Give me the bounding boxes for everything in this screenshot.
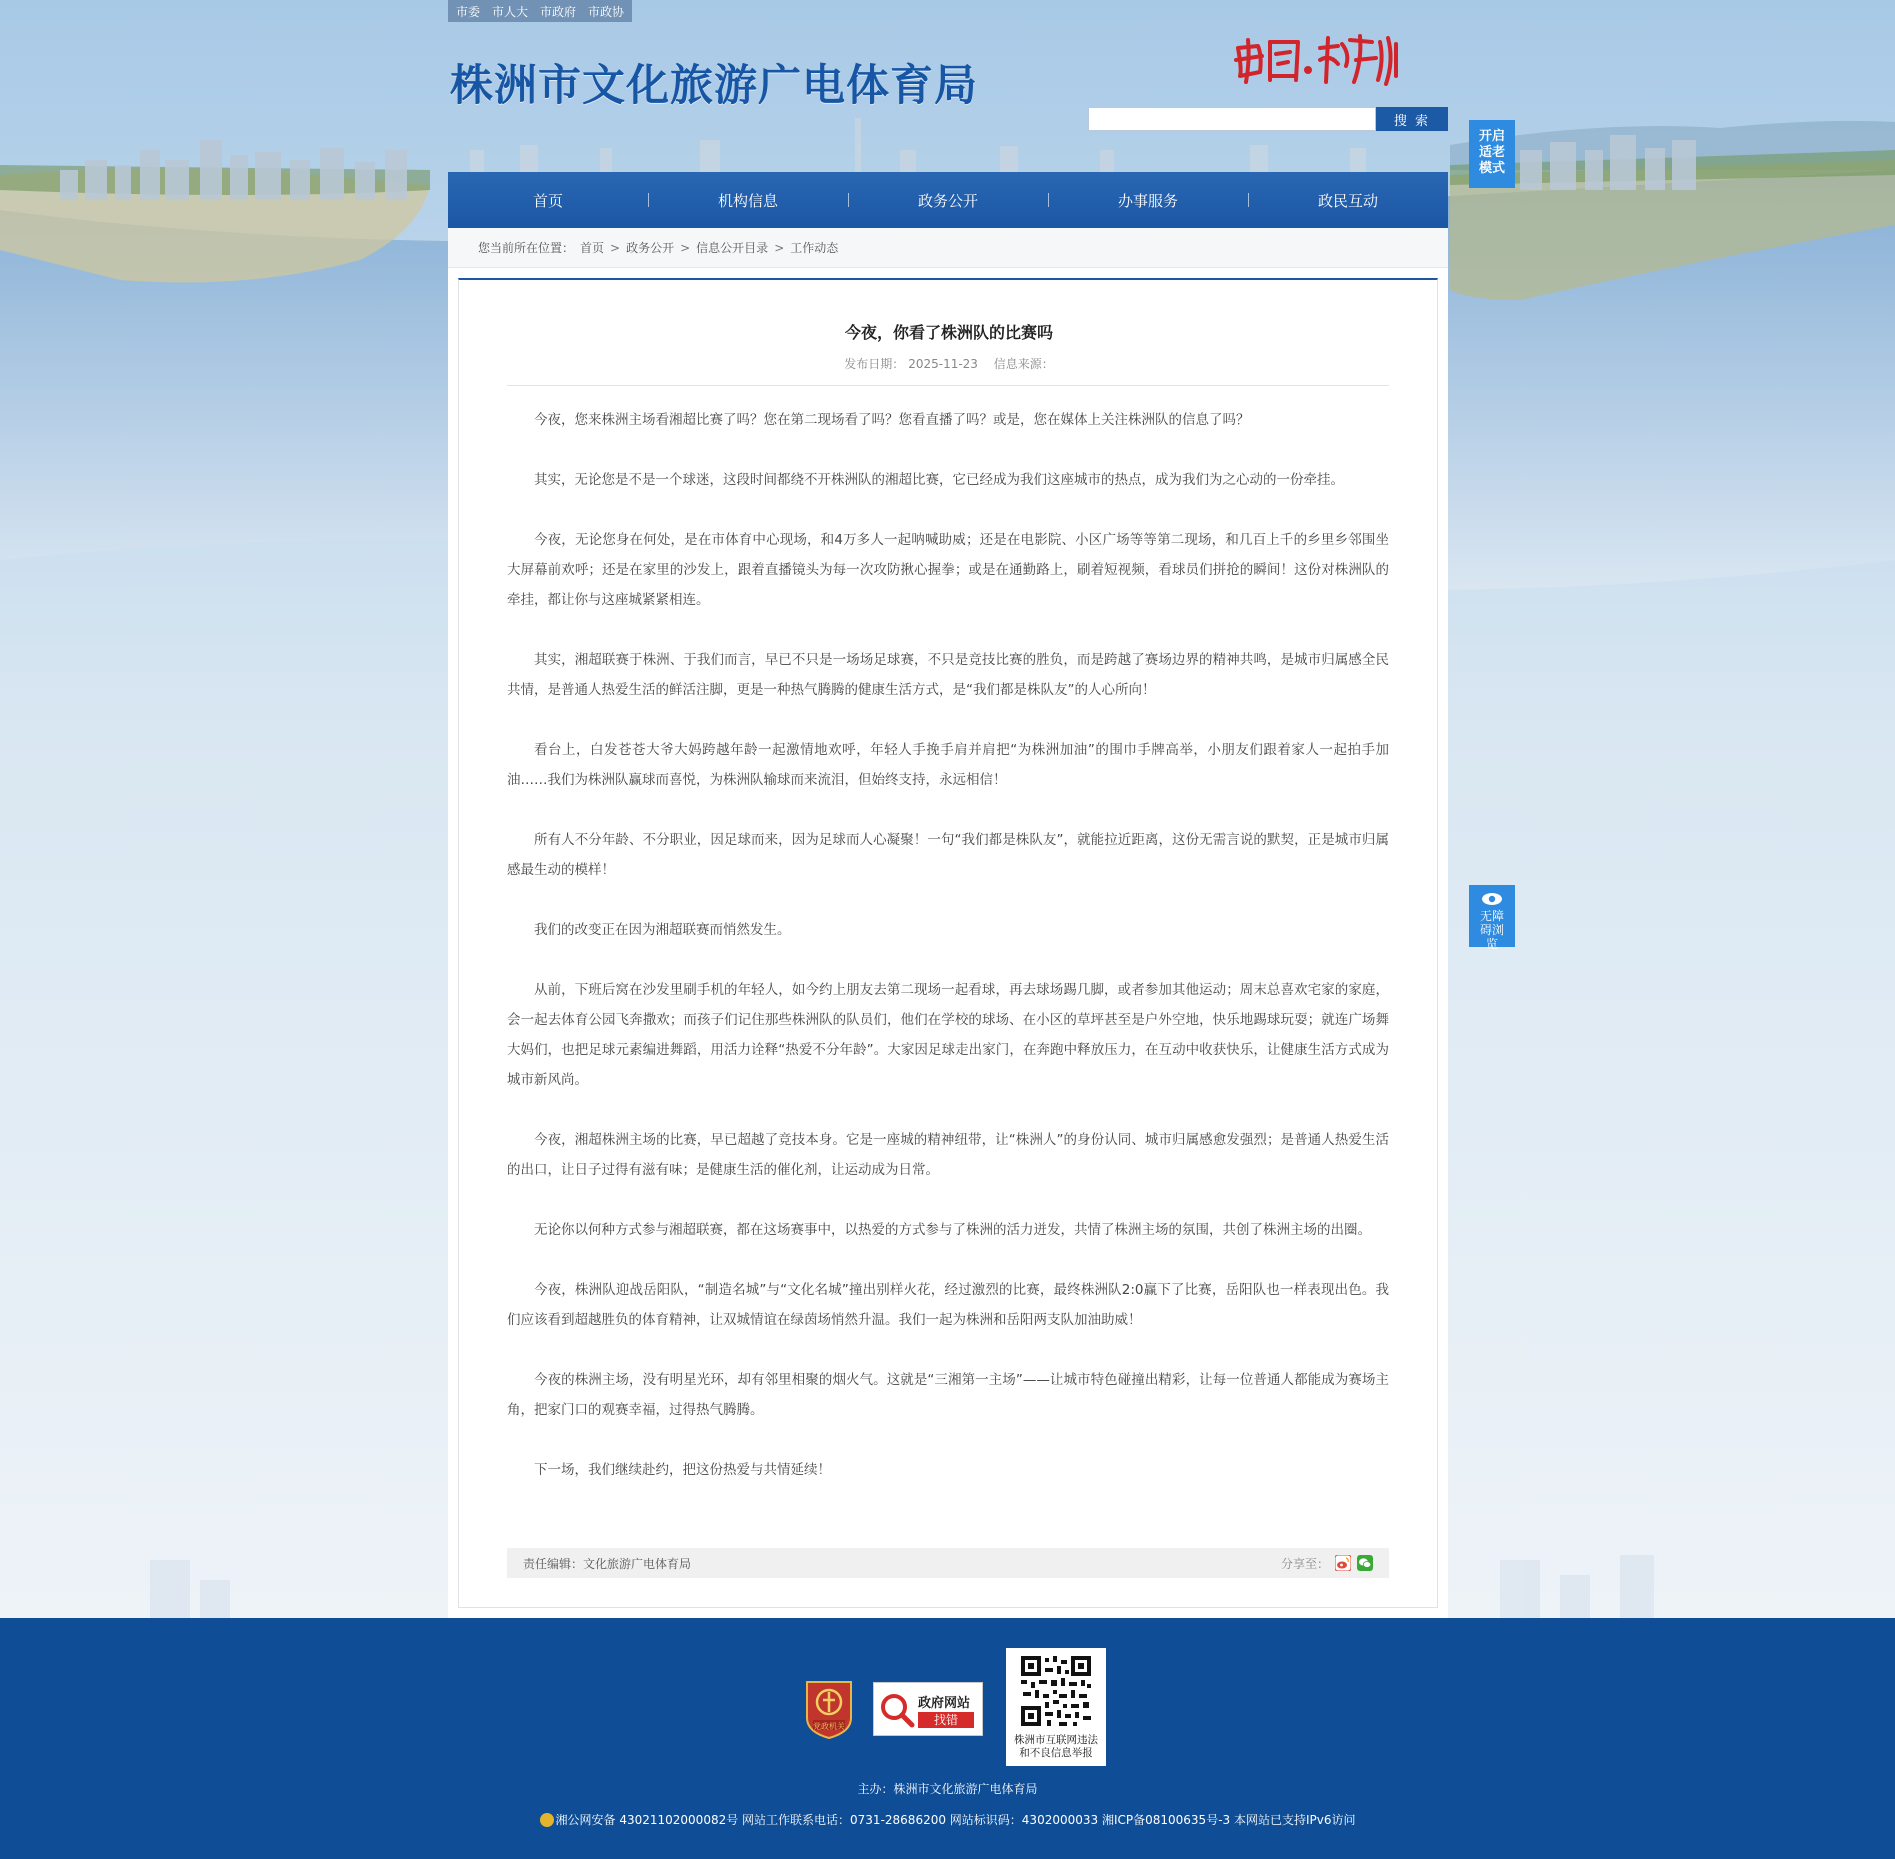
- breadcrumb: [448, 228, 1448, 268]
- qr-caption: 株洲市互联网违法和不良信息举报: [1014, 1734, 1098, 1759]
- article-paragraph: 下一场，我们继续赴约，把这份热爱与共情延续！: [534, 1462, 831, 1478]
- breadcrumb-separator: >: [680, 240, 691, 255]
- content-area: [448, 268, 1448, 1618]
- error-badge-title: 政府网站: [918, 1696, 971, 1711]
- search-button[interactable]: 搜 索: [1376, 107, 1448, 131]
- top-link-party-committee[interactable]: 市委: [456, 4, 481, 19]
- main-nav: [448, 172, 1448, 228]
- party-badge-text: 党政机关: [813, 1722, 845, 1731]
- article-footer: [507, 1548, 1389, 1578]
- article-paragraph: 其实，湘超联赛于株洲、于我们而言，早已不只是一场场足球赛，不只是竞技比赛的胜负，而是跨越了赛场边界的精神共鸣，是城市归属感全民共情，是普通人热爱生活的鲜活注脚，更是一种热气腾腾的健康生活方式，是“我们都是株队友”的人心所向！: [507, 652, 1389, 698]
- accessibility-button[interactable]: [1469, 885, 1515, 951]
- police-badge-icon: [540, 1813, 554, 1827]
- article-paragraph: 我们的改变正在因为湘超联赛而悄然发生。: [534, 922, 791, 938]
- article-paragraph: 今夜，无论您身在何处，是在市体育中心现场，和4万多人一起呐喊助威；还是在电影院、小区广场等等第二现场，和几百上千的乡里乡邻围坐大屏幕前欢呼；还是在家里的沙发上，跟着直播镜头为每一次攻防揪心握拳；或是在通勤路上，刷着短视频，看球员们拼抢的瞬间！这份对株洲队的牵挂，都让你与这座城紧紧相连。: [507, 532, 1389, 608]
- site-title[interactable]: 株洲市文化旅游广电体育局: [450, 61, 978, 111]
- article-body: [507, 405, 1389, 1515]
- breadcrumb-item-info-catalog[interactable]: 信息公开目录: [696, 241, 769, 255]
- breadcrumb-separator: >: [774, 240, 785, 255]
- nav-interaction[interactable]: 政民互动: [1248, 190, 1448, 211]
- editor-line: [523, 1555, 691, 1572]
- share-bar: [1281, 1555, 1373, 1572]
- article-paragraph: 其实，无论您是不是一个球迷，这段时间都绕不开株洲队的湘超比赛，它已经成为我们这座城市的热点，成为我们为之心动的一份牵挂。: [534, 472, 1344, 488]
- error-badge-sub: 找错: [918, 1712, 974, 1728]
- wechat-share-icon[interactable]: [1357, 1555, 1373, 1571]
- search-input[interactable]: [1088, 107, 1376, 131]
- accessibility-label: 无障碍浏览: [1479, 909, 1504, 951]
- breadcrumb-item-work-news[interactable]: 工作动态: [790, 241, 839, 255]
- article-meta: [459, 355, 1439, 372]
- date-label: 发布日期：: [844, 357, 905, 371]
- report-qr-box[interactable]: [1006, 1648, 1106, 1766]
- footer-info-text: 湘公网安备 43021102000082号 网站工作联系电话：0731-28686200 网站标识码：4302000033 湘ICP备08100635号-3 本网站已支持IPv6访问: [555, 1813, 1356, 1827]
- magnifier-icon: [878, 1691, 916, 1729]
- editor-name: 文化旅游广电体育局: [583, 1556, 692, 1571]
- breadcrumb-separator: >: [610, 240, 621, 255]
- qr-code-icon: [1019, 1654, 1093, 1728]
- article-paragraph: 今夜，株洲队迎战岳阳队，“制造名城”与“文化名城”撞出别样火花，经过激烈的比赛，最终株洲队2:0赢下了比赛，岳阳队也一样表现出色。我们应该看到超越胜负的体育精神，让双城情谊在绿茵场悄然升温。我们一起为株洲和岳阳两支队加油助威！: [507, 1282, 1389, 1328]
- article-card: [458, 278, 1438, 1608]
- top-link-government[interactable]: 市政府: [540, 4, 577, 19]
- nav-home[interactable]: 首页: [532, 191, 563, 210]
- top-link-peoples-congress[interactable]: 市人大: [492, 4, 529, 19]
- weibo-share-icon[interactable]: [1335, 1555, 1351, 1571]
- editor-label: 责任编辑：: [523, 1556, 584, 1571]
- nav-government-affairs[interactable]: 政务公开: [848, 190, 1048, 211]
- footer-host: 主办：株洲市文化旅游广电体育局: [857, 1782, 1038, 1796]
- footer-info: [0, 1811, 1895, 1828]
- source-label: 信息来源：: [993, 357, 1054, 371]
- article-paragraph: 今夜，您来株洲主场看湘超比赛了吗？您在第二现场看了吗？您看直播了吗？或是，您在媒体上关注株洲队的信息了吗？: [534, 412, 1250, 428]
- breadcrumb-item-home[interactable]: 首页: [580, 241, 605, 255]
- article-paragraph: 今夜，湘超株洲主场的比赛，早已超越了竞技本身。它是一座城的精神纽带，让“株洲人”的身份认同、城市归属感愈发强烈；是普通人热爱生活的出口，让日子过得有滋有味；是健康生活的催化剂，让运动成为日常。: [507, 1132, 1389, 1178]
- eye-icon: [1481, 891, 1503, 907]
- top-link-cppcc[interactable]: 市政协: [588, 4, 625, 19]
- site-footer: [0, 1618, 1895, 1859]
- article-paragraph: 今夜的株洲主场，没有明星光环，却有邻里相聚的烟火气。这就是“三湘第一主场”——让城市特色碰撞出精彩，让每一位普通人都能成为赛场主角，把家门口的观赛幸福，过得热气腾腾。: [507, 1372, 1389, 1418]
- nav-services[interactable]: 办事服务: [1048, 190, 1248, 211]
- article-title: 今夜，你看了株洲队的比赛吗: [844, 323, 1053, 342]
- search-bar: [1088, 107, 1448, 131]
- article-paragraph: 看台上，白发苍苍大爷大妈跨越年龄一起激情地欢呼，年轻人手挽手肩并肩把“为株洲加油”的围巾手牌高举，小朋友们跟着家人一起拍手加油……我们为株洲队赢球而喜悦，为株洲队输球而来流泪，但始终支持，永远相信！: [507, 742, 1389, 788]
- share-label: 分享至：: [1280, 1556, 1329, 1571]
- breadcrumb-prefix: 您当前所在位置：: [478, 241, 575, 255]
- elder-mode-button[interactable]: 开启适老模式: [1469, 120, 1515, 188]
- publish-date: 2025-11-23: [908, 357, 978, 371]
- article-paragraph: 从前，下班后窝在沙发里刷手机的年轻人，如今约上朋友去第二现场一起看球，再去球场踢几脚，或者参加其他运动；周末总喜欢宅家的家庭，会一起去体育公园飞奔撒欢；而孩子们记住那些株洲队的队员们，他们在学校的球场、在小区的草坪甚至是户外空地，快乐地踢球玩耍；就连广场舞大妈们，也把足球元素编进舞蹈，用活力诠释“热爱不分年龄”。大家因足球走出家门，在奔跑中释放压力，在互动中收获快乐，让健康生活方式成为城市新风尚。: [507, 982, 1389, 1088]
- article-paragraph: 无论你以何种方式参与湘超联赛，都在这场赛事中，以热爱的方式参与了株洲的活力迸发，共情了株洲主场的氛围，共创了株洲主场的出圈。: [534, 1222, 1371, 1238]
- title-divider: [507, 385, 1389, 386]
- gov-website-error-report[interactable]: [873, 1682, 983, 1736]
- article-paragraph: 所有人不分年龄、不分职业，因足球而来，因为足球而人心凝聚！一句“我们都是株队友”，就能拉近距离，这份无需言说的默契，正是城市归属感最生动的模样！: [507, 832, 1389, 878]
- breadcrumb-item-government-affairs[interactable]: 政务公开: [626, 241, 675, 255]
- china-zhuzhou-calligraphy-logo: [1226, 30, 1406, 90]
- nav-institution-info[interactable]: 机构信息: [648, 190, 848, 211]
- top-links-bar: [448, 0, 632, 22]
- party-government-badge[interactable]: [803, 1678, 855, 1740]
